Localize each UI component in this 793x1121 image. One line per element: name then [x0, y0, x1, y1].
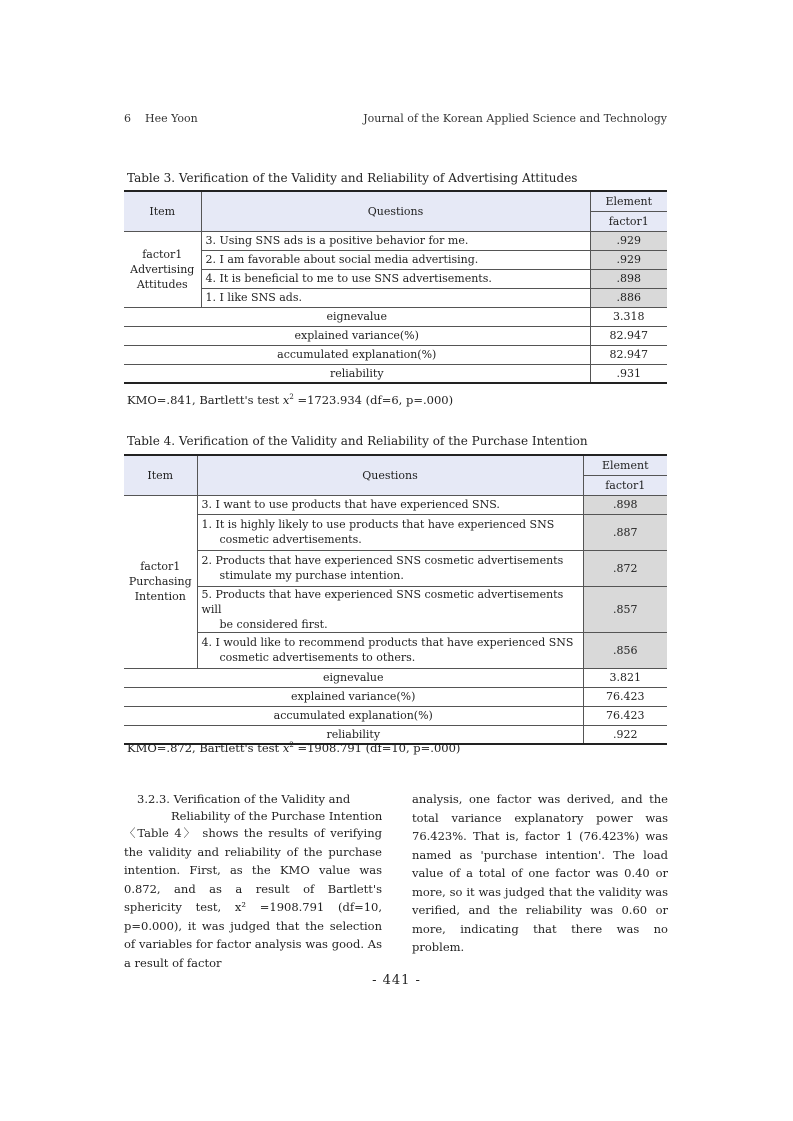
table4-item-cell	[124, 495, 197, 668]
item-line: Advertising	[130, 262, 195, 276]
table4-loading: .887	[583, 514, 667, 550]
table4-loading: .872	[583, 550, 667, 586]
table4-summary-label: accumulated explanation(%)	[124, 706, 583, 725]
table4-question	[197, 586, 583, 632]
left-column-paragraph: 〈Table 4〉 shows the results of verifying the validity and reliability of the purchase intention. First, as the KMO value was 0.872, and as a result of Bartlett's sphericity test, x² =1908.791 (df=10, p=0.000), it was judged that the selection of variables for factor analysis was good. As a result of factor	[124, 826, 382, 970]
table3-loading: .929	[590, 231, 667, 250]
table3-summary-value: .931	[590, 364, 667, 383]
section-title-line: Reliability of the Purchase Intention	[171, 809, 383, 823]
table4-header-factor: factor1	[583, 475, 667, 495]
table4-note	[127, 741, 460, 755]
table4-loading: .898	[583, 495, 667, 514]
running-journal-title: Journal of the Korean Applied Science and Technology	[363, 112, 667, 125]
table3-question: 3. Using SNS ads is a positive behavior for me.	[201, 231, 590, 250]
table3-question: 2. I am favorable about social media advertising.	[201, 250, 590, 269]
table4-question	[197, 514, 583, 550]
table3-summary-label: reliability	[124, 364, 590, 383]
question-line: 1. It is highly likely to use products that have experienced SNS	[201, 518, 555, 531]
table4-header-questions: Questions	[197, 455, 583, 495]
page-number: 6	[124, 112, 131, 125]
table3	[124, 190, 667, 384]
table4-question	[197, 632, 583, 668]
table3-note	[127, 393, 453, 407]
table4-header-element: Element	[583, 455, 667, 475]
question-line-cont: be considered first.	[219, 617, 328, 631]
table3-header-questions: Questions	[201, 191, 590, 231]
table4-summary-label: explained variance(%)	[124, 687, 583, 706]
note-text: KMO=.841, Bartlett's test	[127, 393, 280, 407]
item-line: Intention	[134, 590, 186, 603]
note-text: =1723.934 (df=6, p=.000)	[297, 393, 454, 407]
table4-header-item: Item	[124, 455, 197, 495]
table4-loading: .857	[583, 586, 667, 632]
note-text: =1908.791 (df=10, p=.000)	[297, 741, 461, 755]
chi-superscript: 2	[289, 393, 294, 402]
table4-loading: .856	[583, 632, 667, 668]
page-footer-number: - 441 -	[372, 973, 421, 988]
table4-summary-label: reliability	[124, 725, 583, 744]
table3-item-cell	[124, 231, 201, 307]
table3-summary-label: explained variance(%)	[124, 326, 590, 345]
table3-summary-label: accumulated explanation(%)	[124, 345, 590, 364]
question-line-cont: cosmetic advertisements to others.	[219, 651, 416, 664]
table4-summary-value: .922	[583, 725, 667, 744]
table4-summary-value: 3.821	[583, 668, 667, 687]
table4-question	[197, 550, 583, 586]
question-line: 3. I want to use products that have experienced SNS.	[201, 498, 500, 511]
chi-superscript: 2	[289, 741, 294, 750]
right-column-paragraph: analysis, one factor was derived, and the total variance explanatory power was 76.423%. That is, factor 1 (76.423%) was named as 'purchase intention'. The load value of a total of one factor was 0.40 or more, so it was judged that the validity was verified, and the reliability was 0.60 or more, indicating that there was no problem.	[412, 792, 668, 954]
chi-symbol: x	[282, 393, 290, 407]
table3-summary-label: eignevalue	[124, 307, 590, 326]
table3-summary-value: 82.947	[590, 345, 667, 364]
section-title	[137, 791, 382, 825]
question-line: 4. I would like to recommend products that have experienced SNS	[201, 636, 574, 649]
table3-question: 1. I like SNS ads.	[201, 288, 590, 307]
section-title-line: 3.2.3. Verification of the Validity and	[137, 792, 351, 806]
item-line: Attitudes	[136, 277, 188, 291]
table3-header-item: Item	[124, 191, 201, 231]
note-text: KMO=.872, Bartlett's test	[127, 741, 280, 755]
table4-summary-value: 76.423	[583, 706, 667, 725]
table3-header-factor: factor1	[590, 211, 667, 231]
table4-summary-label: eignevalue	[124, 668, 583, 687]
table4-caption: Table 4. Verification of the Validity and Reliability of the Purchase Intention	[127, 434, 588, 448]
table3-question: 4. It is beneficial to me to use SNS advertisements.	[201, 269, 590, 288]
running-author: Hee Yoon	[145, 112, 198, 125]
table3-header-element: Element	[590, 191, 667, 211]
table3-summary-value: 3.318	[590, 307, 667, 326]
question-line-cont: stimulate my purchase intention.	[219, 569, 404, 582]
table3-loading: .929	[590, 250, 667, 269]
item-line: factor1	[142, 247, 183, 261]
table4-summary-value: 76.423	[583, 687, 667, 706]
question-line-cont: cosmetic advertisements.	[219, 533, 362, 546]
table4	[124, 454, 667, 745]
table3-loading: .898	[590, 269, 667, 288]
table3-loading: .886	[590, 288, 667, 307]
table3-summary-value: 82.947	[590, 326, 667, 345]
item-line: Purchasing	[128, 575, 192, 588]
question-line: 2. Products that have experienced SNS cosmetic advertisements	[201, 554, 564, 567]
chi-symbol: x	[282, 741, 290, 755]
question-line: 5. Products that have experienced SNS cosmetic advertisements will	[201, 587, 564, 616]
table3-caption: Table 3. Verification of the Validity and Reliability of Advertising Attitudes	[127, 171, 578, 185]
table4-question	[197, 495, 583, 514]
item-line: factor1	[140, 560, 181, 573]
